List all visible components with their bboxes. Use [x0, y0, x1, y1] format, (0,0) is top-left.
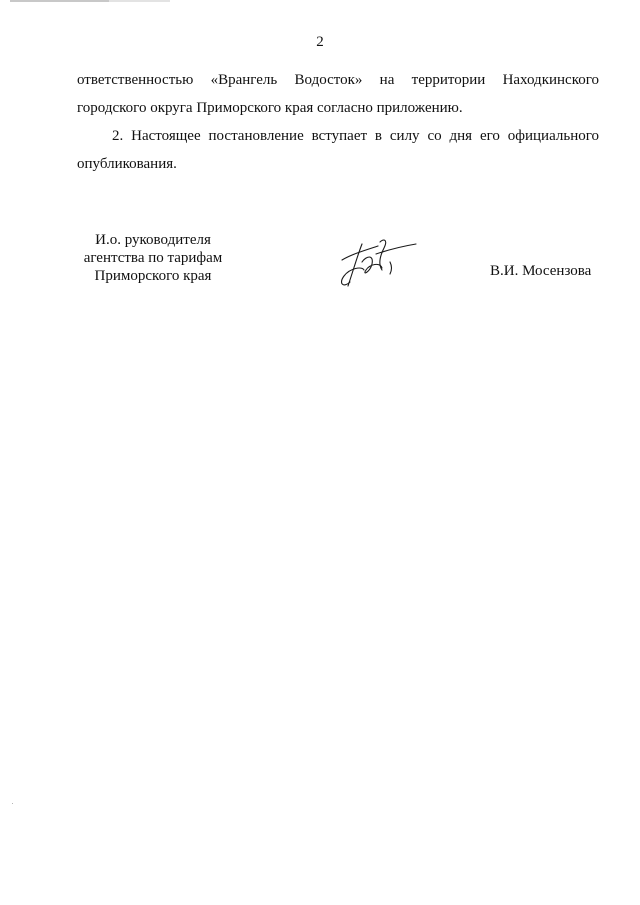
paragraph-line: опубликования.: [77, 156, 177, 172]
paragraph-line: ответственностью «Врангель Водосток» на территории Находкинского: [77, 72, 599, 88]
handwritten-signature: [332, 232, 422, 292]
scan-speck: [12, 803, 13, 804]
signatory-position-line: агентства по тарифам: [83, 250, 223, 266]
signatory-position-line: И.о. руководителя: [95, 232, 211, 248]
paragraph-line: 2. Настоящее постановление вступает в силу со дня его официального: [112, 128, 599, 144]
signatory-position: [78, 231, 228, 285]
paragraph-line: городского округа Приморского края согласно приложению.: [77, 100, 463, 116]
page-number: 2: [316, 34, 324, 50]
signer-name: В.И. Мосензова: [490, 263, 592, 279]
paragraph-effective-date: [77, 122, 599, 178]
scan-edge-mark: [10, 0, 170, 2]
signatory-position-line: Приморского края: [94, 268, 212, 284]
paragraph-continuation: [77, 66, 599, 122]
